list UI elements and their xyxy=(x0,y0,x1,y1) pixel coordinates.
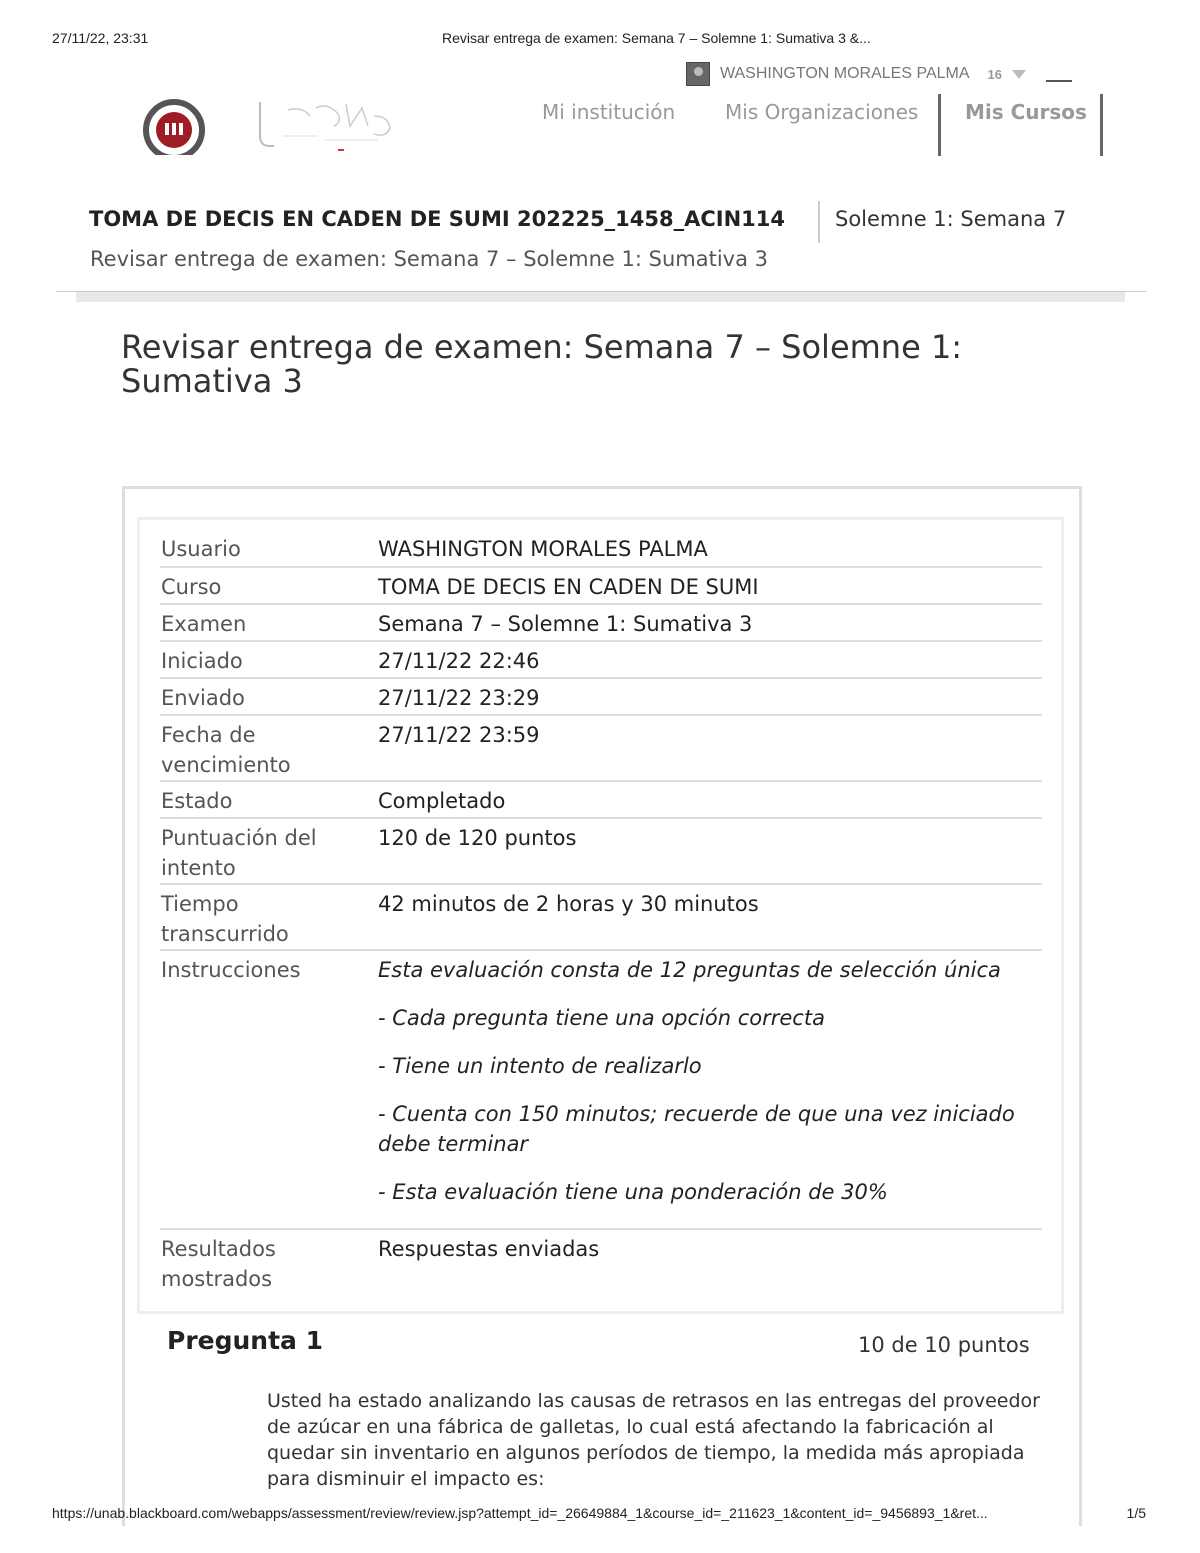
detail-label: Fecha de vencimiento xyxy=(161,723,291,777)
question-title: Pregunta 1 xyxy=(167,1326,324,1355)
detail-label: Usuario xyxy=(161,537,241,561)
chevron-down-icon[interactable] xyxy=(1012,70,1026,79)
detail-label: Iniciado xyxy=(161,649,243,673)
print-date: 27/11/22, 23:31 xyxy=(52,30,149,46)
nav-mi-institucion[interactable]: Mi institución xyxy=(542,100,676,124)
detail-label: Estado xyxy=(161,789,233,813)
detail-row-iniciado xyxy=(160,640,1042,678)
detail-row-instrucciones xyxy=(160,949,1042,1229)
avatar[interactable] xyxy=(686,62,710,86)
detail-value-estado: Completado xyxy=(378,789,506,813)
user-menu[interactable] xyxy=(686,62,1072,86)
detail-value-vencimiento: 27/11/22 23:59 xyxy=(378,723,540,747)
header-divider xyxy=(818,201,820,243)
detail-label: Resultados mostrados xyxy=(161,1237,276,1291)
print-page-title: Revisar entrega de examen: Semana 7 – Solemne 1: Sumativa 3 &... xyxy=(442,30,871,46)
detail-value-tiempo: 42 minutos de 2 horas y 30 minutos xyxy=(378,892,759,916)
notification-count[interactable]: 16 xyxy=(987,66,1002,82)
question-text: Usted ha estado analizando las causas de retrasos en las entregas del proveedor de azúcar en una fábrica de galletas, lo cual está afectando la fabricación al quedar sin inventario en algunos períodos de tiempo, la medida más apropiada para disminuir el impacto es: xyxy=(267,1390,1040,1490)
header-band xyxy=(76,292,1125,302)
detail-row-vencimiento xyxy=(160,714,1042,780)
detail-value-usuario: WASHINGTON MORALES PALMA xyxy=(378,537,708,561)
instructions-text xyxy=(378,955,1038,1225)
nav-mis-cursos[interactable]: Mis Cursos xyxy=(965,100,1087,124)
menu-divider xyxy=(1046,80,1072,82)
print-page-number: 1/5 xyxy=(1126,1505,1146,1521)
detail-row-curso xyxy=(160,566,1042,604)
university-wordmark-logo xyxy=(258,96,394,154)
detail-row-estado xyxy=(160,780,1042,818)
detail-row-usuario xyxy=(160,532,1042,568)
detail-value-enviado: 27/11/22 23:29 xyxy=(378,686,540,710)
instruction-line: - Esta evaluación tiene una ponderación de 30% xyxy=(378,1180,888,1204)
detail-row-enviado xyxy=(160,677,1042,715)
institution-logo[interactable] xyxy=(143,99,205,155)
detail-row-tiempo xyxy=(160,883,1042,949)
detail-label: Puntuación del intento xyxy=(161,826,317,880)
detail-value-iniciado: 27/11/22 22:46 xyxy=(378,649,540,673)
instruction-line: - Cuenta con 150 minutos; recuerde de que una vez iniciado debe terminar xyxy=(378,1102,1015,1156)
page-title: Revisar entrega de examen: Semana 7 – Solemne 1: Sumativa 3 xyxy=(121,328,963,400)
detail-value-resultados: Respuestas enviadas xyxy=(378,1237,600,1261)
detail-value-examen: Semana 7 – Solemne 1: Sumativa 3 xyxy=(378,612,753,636)
nav-mis-organizaciones[interactable]: Mis Organizaciones xyxy=(725,100,919,124)
detail-row-puntuacion xyxy=(160,817,1042,883)
print-url: https://unab.blackboard.com/webapps/assessment/review/review.jsp?attempt_id=_26649884_1&course_id=_211623_1&content_id=_9456893_1&ret... xyxy=(52,1505,988,1521)
instruction-line: - Tiene un intento de realizarlo xyxy=(378,1054,702,1078)
nav-divider xyxy=(938,94,941,156)
detail-label: Enviado xyxy=(161,686,245,710)
instruction-line: - Cada pregunta tiene una opción correcta xyxy=(378,1006,825,1030)
section-title[interactable]: Solemne 1: Semana 7 xyxy=(835,207,1067,231)
course-title[interactable]: TOMA DE DECIS EN CADEN DE SUMI 202225_1458_ACIN114 xyxy=(89,207,786,231)
detail-row-examen xyxy=(160,603,1042,641)
nav-divider xyxy=(1100,94,1103,156)
user-name[interactable]: WASHINGTON MORALES PALMA xyxy=(720,65,970,82)
detail-label: Examen xyxy=(161,612,247,636)
question-points: 10 de 10 puntos xyxy=(858,1333,1030,1357)
detail-row-resultados xyxy=(160,1228,1042,1298)
detail-value-curso: TOMA DE DECIS EN CADEN DE SUMI xyxy=(378,575,759,599)
detail-label: Instrucciones xyxy=(161,958,301,982)
breadcrumb: Revisar entrega de examen: Semana 7 – Solemne 1: Sumativa 3 xyxy=(90,247,768,271)
detail-value-puntuacion: 120 de 120 puntos xyxy=(378,826,577,850)
detail-label: Curso xyxy=(161,575,222,599)
instruction-line: Esta evaluación consta de 12 preguntas de selección única xyxy=(378,958,1001,982)
detail-label: Tiempo transcurrido xyxy=(161,892,289,946)
